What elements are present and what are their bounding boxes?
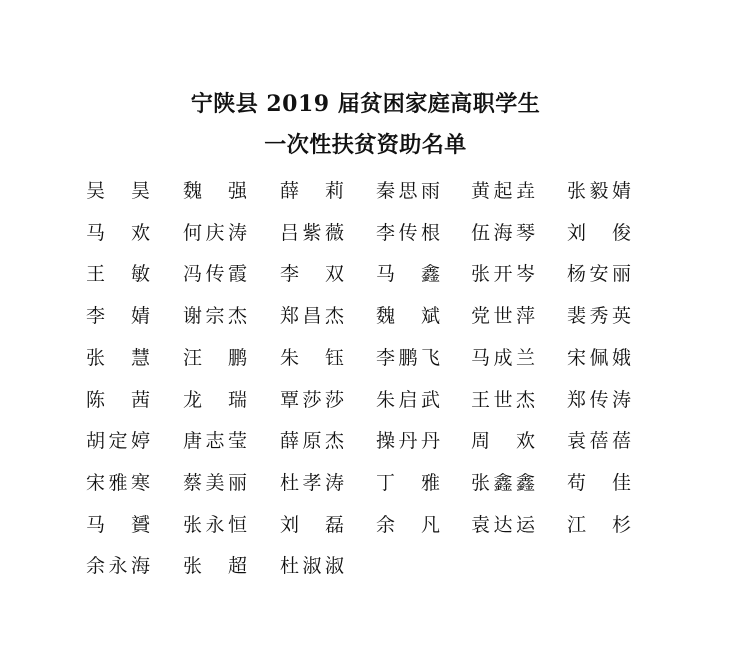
student-name: 马 欢	[86, 222, 150, 244]
document-title-line-1: 宁陕县 2019 届贫困家庭高职学生	[190, 91, 541, 117]
student-name: 周 欢	[471, 430, 535, 452]
student-name: 何 庆 涛	[183, 222, 247, 244]
student-name: 郑 传 涛	[567, 389, 631, 411]
student-name: 张 永 恒	[183, 514, 247, 536]
student-name: 张 慧	[86, 347, 150, 369]
student-name: 江 杉	[567, 514, 631, 536]
student-name: 李 婧	[86, 305, 150, 327]
student-name: 冯 传 霞	[183, 263, 247, 285]
student-name: 蔡 美 丽	[183, 472, 247, 494]
student-name: 薛 莉	[280, 180, 344, 202]
student-name: 魏 斌	[376, 305, 440, 327]
student-name: 杜 淑 淑	[280, 555, 344, 577]
student-name: 张 毅 婧	[567, 180, 631, 202]
student-name: 马 成 兰	[471, 347, 535, 369]
student-name: 伍 海 琴	[471, 222, 535, 244]
student-name: 唐 志 莹	[183, 430, 247, 452]
student-name: 杨 安 丽	[567, 263, 631, 285]
student-name: 裴 秀 英	[567, 305, 631, 327]
student-name: 王 敏	[86, 263, 150, 285]
student-name: 郑 昌 杰	[280, 305, 344, 327]
student-name: 胡 定 婷	[86, 430, 150, 452]
student-name: 张 超	[183, 555, 247, 577]
student-name: 宋 雅 寒	[86, 472, 150, 494]
student-name: 苟 佳	[567, 472, 631, 494]
student-name: 张 开 岑	[471, 263, 535, 285]
student-name: 马 鑫	[376, 263, 440, 285]
document-title-line-2: 一次性扶贫资助名单	[264, 132, 467, 158]
student-name: 龙 瑞	[183, 389, 247, 411]
student-name: 宋 佩 娥	[567, 347, 631, 369]
student-name: 张 鑫 鑫	[471, 472, 535, 494]
student-name: 马 贇	[86, 514, 150, 536]
student-name: 袁 蓓 蓓	[567, 430, 631, 452]
student-name: 李 传 根	[376, 222, 440, 244]
student-name: 朱 启 武	[376, 389, 440, 411]
student-name: 李 鹏 飞	[376, 347, 440, 369]
student-name: 余 凡	[376, 514, 440, 536]
student-name: 袁 达 运	[471, 514, 535, 536]
student-name: 秦 思 雨	[376, 180, 440, 202]
student-name: 党 世 萍	[471, 305, 535, 327]
student-name: 余 永 海	[86, 555, 150, 577]
student-name: 丁 雅	[376, 472, 440, 494]
student-name: 汪 鹏	[183, 347, 247, 369]
student-name: 谢 宗 杰	[183, 305, 247, 327]
student-name: 朱 钰	[280, 347, 344, 369]
student-name: 刘 磊	[280, 514, 344, 536]
student-name: 李 双	[280, 263, 344, 285]
student-name: 薛 原 杰	[280, 430, 344, 452]
student-name: 操 丹 丹	[376, 430, 440, 452]
student-name: 杜 孝 涛	[280, 472, 344, 494]
student-name: 刘 俊	[567, 222, 631, 244]
student-name: 魏 强	[183, 180, 247, 202]
student-name: 吴 昊	[86, 180, 150, 202]
student-name: 黄 起 垚	[471, 180, 535, 202]
student-name: 王 世 杰	[471, 389, 535, 411]
student-name: 吕 紫 薇	[280, 222, 344, 244]
student-name: 覃 莎 莎	[280, 389, 344, 411]
student-name: 陈 茜	[86, 389, 150, 411]
